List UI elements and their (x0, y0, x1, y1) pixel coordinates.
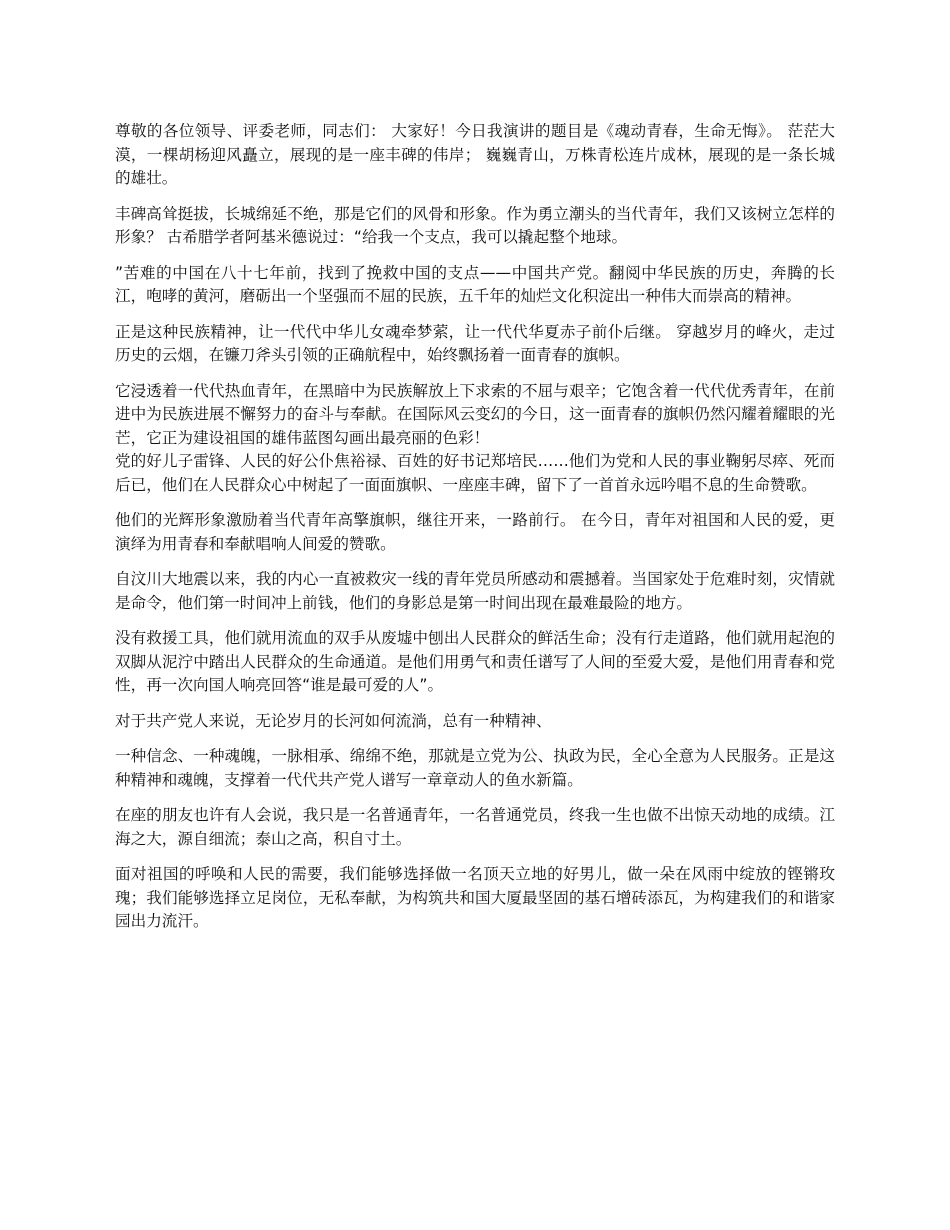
paragraph-history: ”苦难的中国在八十七年前，找到了挽救中国的支点——中国共产党。翻阅中华民族的历史，奔腾的长江，咆哮的黄河，磨砺出一个坚强而不屈的民族，五千年的灿烂文化积淀出一种伟大而崇高的精神。 (115, 263, 835, 305)
paragraph-national-spirit: 正是这种民族精神，让一代代中华儿女魂牵梦萦，让一代代华夏赤子前仆后继。 穿越岁月的峰火，走过历史的云烟，在镰刀斧头引领的正确航程中，始终飘扬着一面青春的旗帜。 (115, 322, 835, 364)
paragraph-role-models: 党的好儿子雷锋、人民的好公仆焦裕禄、百姓的好书记郑培民……他们为党和人民的事业鞠躬尽瘁、死而后已，他们在人民群众心中树起了一面面旗帜、一座座丰碑，留下了一首首永远吟唱不息的生命赞歌。 (115, 452, 835, 494)
paragraph-image: 丰碑高耸挺拔，长城绵延不绝，那是它们的风骨和形象。作为勇立潮头的当代青年，我们又该树立怎样的形象？ 古希腊学者阿基米德说过：“给我一个支点，我可以撬起整个地球。 (115, 204, 835, 246)
paragraph-spirit-intro: 对于共产党人来说，无论岁月的长河如何流淌，总有一种精神、 (115, 711, 552, 730)
document-body (115, 120, 835, 946)
paragraph-rescue: 没有救援工具，他们就用流血的双手从废墟中刨出人民群众的鲜活生命；没有行走道路，他们就用起泡的双脚从泥泞中踏出人民群众的生命通道。是他们用勇气和责任谱写了人间的至爱大爱，是他们用青春和党性，再一次向国人响亮回答“谁是最可爱的人”。 (115, 629, 835, 694)
paragraph-conclusion: 面对祖国的呼唤和人民的需要，我们能够选择做一名顶天立地的好男儿，做一朵在风雨中绽放的铿锵玫瑰；我们能够选择立足岗位，无私奉献，为构筑共和国大厦最坚固的基石增砖添瓦，为构建我们的和谐家园出力流汗。 (115, 865, 835, 930)
paragraph-earthquake: 自汶川大地震以来，我的内心一直被救灾一线的青年党员所感动和震撼着。当国家处于危难时刻，灾情就是命令，他们第一时间冲上前钱，他们的身影总是第一时间出现在最难最险的地方。 (115, 570, 835, 612)
paragraph-ordinary: 在座的朋友也许有人会说，我只是一名普通青年，一名普通党员，终我一生也做不出惊天动地的成绩。江海之大，源自细流；泰山之高，积自寸土。 (115, 806, 835, 848)
paragraph-greeting: 尊敬的各位领导、评委老师，同志们： 大家好！今日我演讲的题目是《魂动青春，生命无悔》。 茫茫大漠，一棵胡杨迎风矗立，展现的是一座丰碑的伟岸； 巍巍青山，万株青松连片成林，展现的是一条长城的雄壮。 (115, 122, 835, 187)
paragraph-youth: 他们的光辉形象激励着当代青年高擎旗帜，继往开来，一路前行。 在今日，青年对祖国和人民的爱，更演绎为用青春和奉献唱响人间爱的赞歌。 (115, 511, 835, 553)
paragraph-banner: 它浸透着一代代热血青年，在黑暗中为民族解放上下求索的不屈与艰辛；它饱含着一代代优秀青年，在前进中为民族进展不懈努力的奋斗与奉献。在国际风云变幻的今日，这一面青春的旗帜仍然闪耀着耀眼的光芒，它正为建设祖国的雄伟蓝图勾画出最亮丽的色彩！ (115, 381, 835, 447)
paragraph-belief: 一种信念、一种魂魄，一脉相承、绵绵不绝，那就是立党为公、执政为民，全心全意为人民服务。正是这种精神和魂魄，支撑着一代代共产党人谱写一章章动人的鱼水新篇。 (115, 747, 835, 789)
